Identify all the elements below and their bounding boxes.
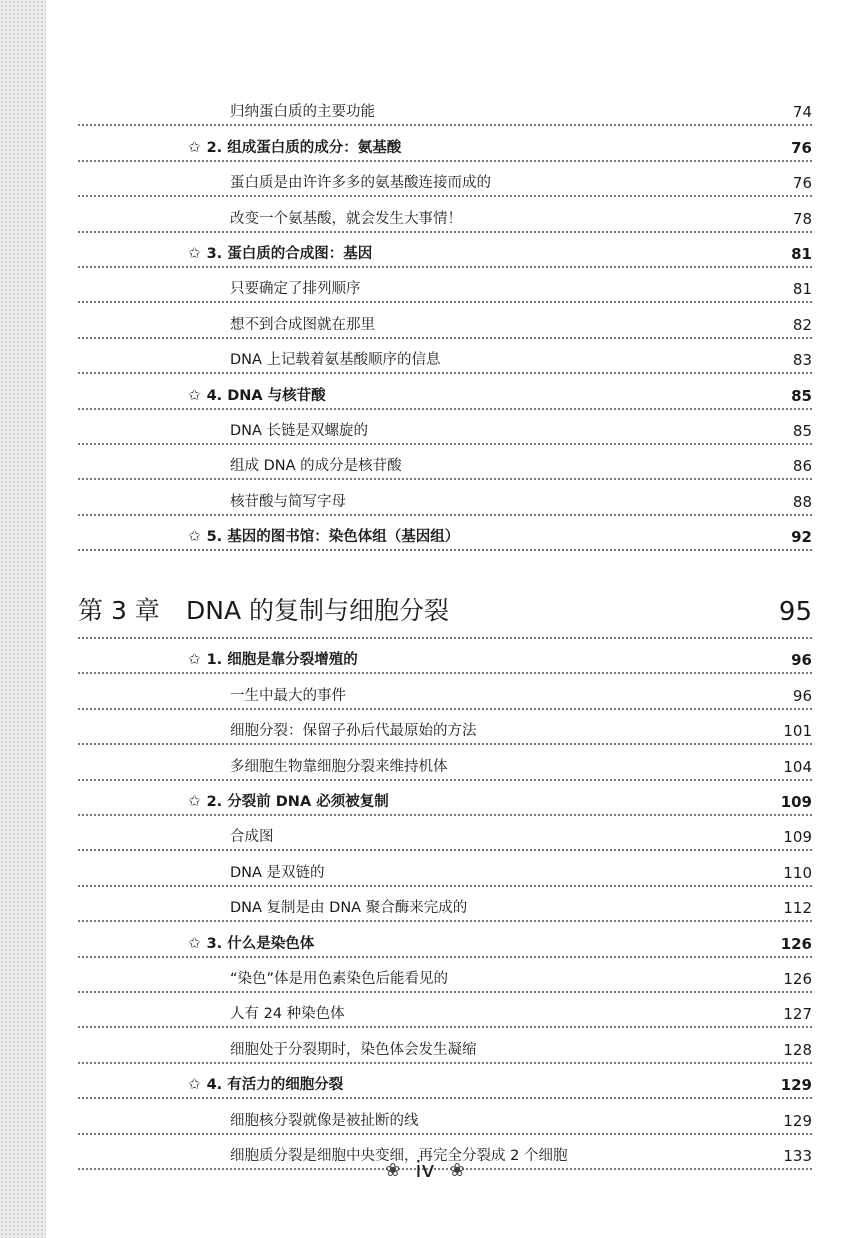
toc-entry-label — [188, 1073, 343, 1094]
toc-subentry[interactable] — [78, 1099, 812, 1134]
toc-entry-text: “染色”体是用色素染色后能看见的 — [230, 970, 449, 987]
toc-entry-text: 3. 蛋白质的合成图：基因 — [206, 245, 373, 262]
toc-entry-text: DNA 长链是双螺旋的 — [230, 422, 369, 439]
toc-entry-text: 归纳蛋白质的主要功能 — [230, 104, 375, 121]
toc-entry-label — [230, 490, 346, 511]
toc-entry-text: 2. 分裂前 DNA 必须被复制 — [206, 794, 389, 811]
toc-entry-label — [188, 384, 326, 405]
toc-entries-chapter-2 — [78, 91, 812, 551]
toc-entry-label — [230, 100, 375, 121]
toc-page-number: 88 — [792, 492, 812, 511]
toc-entry-text: 核苷酸与简写字母 — [230, 493, 346, 510]
toc-entry-text: 蛋白质是由许许多多的氨基酸连接而成的 — [230, 175, 491, 192]
toc-subentry[interactable] — [78, 162, 812, 197]
toc-entry-text: 细胞处于分裂期时，染色体会发生凝缩 — [230, 1041, 477, 1058]
toc-section-entry[interactable] — [78, 516, 812, 551]
toc-entry-label — [188, 790, 389, 811]
toc-page-number: 96 — [792, 686, 812, 705]
toc-page-number: 109 — [780, 793, 812, 812]
toc-page-number: 104 — [783, 757, 812, 776]
toc-section-entry[interactable] — [78, 126, 812, 161]
toc-page-number: 133 — [783, 1146, 812, 1165]
toc-page-number: 85 — [792, 421, 812, 440]
toc-page-number: 86 — [792, 457, 812, 476]
toc-page-number: 112 — [783, 899, 812, 918]
toc-page-number: 74 — [792, 103, 812, 122]
toc-section-entry[interactable] — [78, 233, 812, 268]
toc-page-number: 83 — [792, 351, 812, 370]
toc-entry-label — [230, 454, 402, 475]
toc-page-number: 109 — [783, 828, 812, 847]
star-icon: ✩ — [188, 1075, 201, 1094]
toc-subentry[interactable] — [78, 958, 812, 993]
toc-page-number: 129 — [783, 1111, 812, 1130]
toc-entry-text: 4. DNA 与核苷酸 — [206, 387, 326, 404]
toc-entry-text: 只要确定了排列顺序 — [230, 281, 361, 298]
toc-subentry[interactable] — [78, 410, 812, 445]
toc-entry-text: DNA 复制是由 DNA 聚合酶来完成的 — [230, 900, 468, 917]
toc-page-number: 92 — [791, 528, 812, 547]
star-icon: ✩ — [188, 243, 201, 262]
toc-page-number: 78 — [792, 209, 812, 228]
toc-subentry[interactable] — [78, 674, 812, 709]
star-icon: ✩ — [188, 792, 201, 811]
toc-page-number: 81 — [792, 280, 812, 299]
toc-entry-text: 多细胞生物靠细胞分裂来维持机体 — [230, 758, 448, 775]
book-spine-texture — [0, 0, 46, 1238]
toc-entry-label — [188, 525, 459, 546]
toc-entries-chapter-3 — [78, 639, 812, 1170]
toc-entry-label — [230, 825, 274, 846]
star-icon: ✩ — [188, 933, 201, 952]
toc-subentry[interactable] — [78, 197, 812, 232]
toc-page-number: 126 — [780, 934, 812, 953]
toc-entry-label — [230, 967, 448, 988]
toc-entry-label — [230, 1038, 477, 1059]
toc-entry-label — [230, 171, 491, 192]
toc-entry-text: 组成 DNA 的成分是核苷酸 — [230, 458, 402, 475]
toc-entry-label — [230, 719, 477, 740]
toc-entry-text: 3. 什么是染色体 — [206, 935, 315, 952]
toc-subentry[interactable] — [78, 268, 812, 303]
toc-page-number: 85 — [791, 386, 812, 405]
toc-section-entry[interactable] — [78, 922, 812, 957]
toc-page-number: 127 — [783, 1005, 812, 1024]
toc-subentry[interactable] — [78, 1028, 812, 1063]
toc-page-number: 81 — [791, 244, 812, 263]
toc-subentry[interactable] — [78, 303, 812, 338]
toc-section-entry[interactable] — [78, 374, 812, 409]
toc-subentry[interactable] — [78, 993, 812, 1028]
ornament-left-icon: ❀ — [385, 1160, 401, 1181]
toc-page-number: 82 — [792, 315, 812, 334]
toc-entry-text: 细胞质分裂是细胞中央变细，再完全分裂成 2 个细胞 — [230, 1147, 568, 1164]
toc-entry-label — [230, 1002, 345, 1023]
toc-entry-label — [230, 277, 361, 298]
toc-section-entry[interactable] — [78, 639, 812, 674]
toc-section-entry[interactable] — [78, 1064, 812, 1099]
toc-page-number: 128 — [783, 1040, 812, 1059]
toc-page-number: 129 — [780, 1076, 812, 1095]
toc-subentry[interactable] — [78, 480, 812, 515]
toc-page-number: 76 — [792, 174, 812, 193]
star-icon: ✩ — [188, 527, 201, 546]
toc-entry-label — [230, 207, 462, 228]
toc-entry-label — [230, 755, 448, 776]
star-icon: ✩ — [188, 385, 201, 404]
toc-entry-text: 改变一个氨基酸，就会发生大事情！ — [230, 210, 462, 227]
toc-subentry[interactable] — [78, 339, 812, 374]
toc-entry-label — [230, 896, 467, 917]
toc-subentry[interactable] — [78, 851, 812, 886]
chapter-title: DNA 的复制与细胞分裂 — [186, 596, 450, 626]
toc-subentry[interactable] — [78, 91, 812, 126]
toc-entry-text: DNA 上记载着氨基酸顺序的信息 — [230, 352, 441, 369]
toc-entry-text: 5. 基因的图书馆：染色体组（基因组） — [206, 529, 460, 546]
toc-entry-text: 一生中最大的事件 — [230, 687, 346, 704]
chapter-heading[interactable] — [78, 581, 812, 639]
toc-entry-text: 人有 24 种染色体 — [230, 1006, 345, 1023]
toc-entry-label — [188, 242, 372, 263]
toc-subentry[interactable] — [78, 745, 812, 780]
toc-entry-label — [230, 419, 368, 440]
page-number: iv — [415, 1158, 435, 1183]
toc-entry-text: 细胞核分裂就像是被扯断的线 — [230, 1112, 419, 1129]
toc-page-number: 96 — [791, 651, 812, 670]
toc-page-number: 76 — [791, 138, 812, 157]
star-icon: ✩ — [188, 137, 201, 156]
toc-entry-label — [230, 1109, 419, 1130]
toc-entry-text: 1. 细胞是靠分裂增殖的 — [206, 652, 358, 669]
ornament-right-icon: ❀ — [449, 1160, 465, 1181]
toc-entry-label — [188, 648, 358, 669]
toc-entry-text: 想不到合成图就在那里 — [230, 316, 375, 333]
chapter-number: 第 3 章 — [78, 596, 160, 626]
table-of-contents — [78, 91, 812, 1170]
chapter-page-number: 95 — [778, 597, 812, 628]
toc-subentry[interactable] — [78, 710, 812, 745]
toc-subentry[interactable] — [78, 887, 812, 922]
toc-entry-label — [230, 348, 441, 369]
toc-entry-text: 合成图 — [230, 829, 274, 846]
toc-entry-text: DNA 是双链的 — [230, 864, 325, 881]
toc-page-number: 101 — [783, 722, 812, 741]
toc-entry-label — [230, 861, 325, 882]
toc-entry-text: 4. 有活力的细胞分裂 — [206, 1077, 344, 1094]
toc-entry-text: 细胞分裂：保留子孙后代最原始的方法 — [230, 723, 477, 740]
toc-page-number: 110 — [783, 863, 812, 882]
toc-entry-label — [230, 684, 346, 705]
toc-section-entry[interactable] — [78, 781, 812, 816]
toc-subentry[interactable] — [78, 816, 812, 851]
toc-entry-label — [230, 313, 375, 334]
toc-entry-label — [188, 136, 401, 157]
toc-entry-text: 2. 组成蛋白质的成分：氨基酸 — [206, 139, 402, 156]
toc-page-number: 126 — [783, 969, 812, 988]
page-footer — [0, 1158, 850, 1183]
toc-subentry[interactable] — [78, 445, 812, 480]
star-icon: ✩ — [188, 650, 201, 669]
toc-entry-label — [188, 932, 314, 953]
